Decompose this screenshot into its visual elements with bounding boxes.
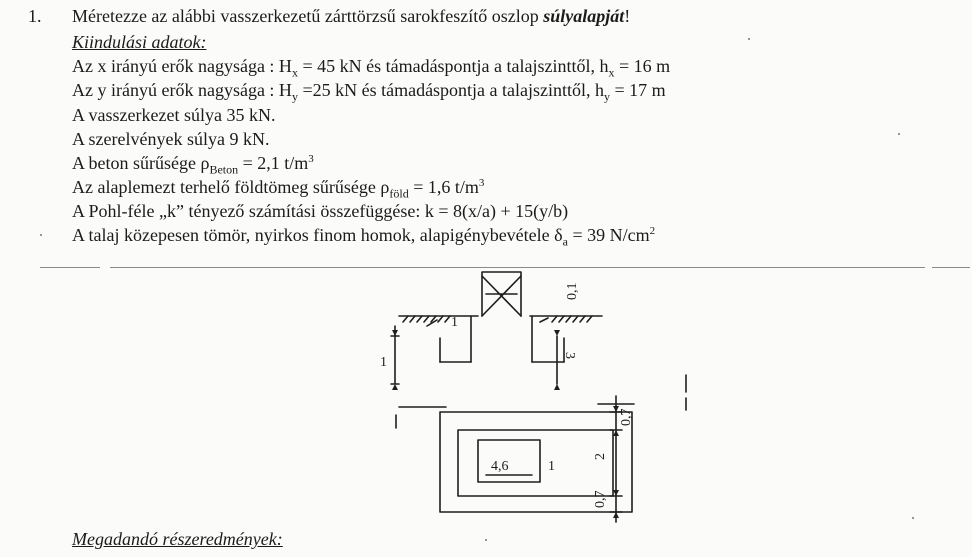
upper-block-sides [471, 316, 532, 362]
hx-text-a: Az x irányú erők nagysága : H [72, 56, 292, 76]
soil-sup: 3 [478, 177, 485, 189]
line-pohl-formula: A Pohl-féle „k” tényező számítási összefüggése: k = 8(x/a) + 15(y/b) [72, 201, 569, 221]
hx-sub: x [291, 65, 298, 80]
conc-sub: Beton [209, 162, 239, 177]
ground-sup: 2 [649, 225, 656, 237]
soil-sub: föld [389, 186, 409, 201]
line-steel-weight: A vasszerkezet súlya 35 kN. [72, 105, 276, 125]
dim-top-label: 0,1 [565, 282, 580, 300]
dim-2-label: 2 [593, 453, 608, 460]
hx-text-b: = 45 kN és támadáspontja a talajszinttől, h [297, 56, 609, 76]
ground-text-b: = 39 N/cm [567, 225, 650, 245]
soil-text-b: = 1,6 t/m [408, 177, 479, 197]
column-bracing [482, 276, 521, 316]
dim-3-label: 3 [562, 352, 577, 359]
footer-heading: Megadandó részeredmények: [72, 529, 283, 549]
task-title-emphasis: súlyalapját [543, 6, 625, 26]
input-heading: Kiindulási adatok: [72, 32, 207, 52]
task-title-prefix: Méretezze az alábbi vasszerkezetű zárttörzsű sarokfeszítő oszlop [72, 6, 544, 26]
dim-inner-label: 1 [548, 459, 555, 474]
soil-text-a: Az alaplemezt terhelő földtömeg sűrűsége ρ [72, 177, 390, 197]
hy-text-b: =25 kN és támadáspontja a talajszinttől, h [297, 80, 605, 100]
dim-width-label: 4,6 [491, 459, 509, 474]
hy-text-a: Az y irányú erők nagysága : H [72, 80, 292, 100]
hx-text-c: = 16 m [614, 56, 671, 76]
task-title-suffix: ! [624, 6, 631, 26]
ground-text-a: A talaj közepesen tömör, nyirkos finom homok, alapigénybevétele δ [72, 225, 563, 245]
dim-side-label: 1 [451, 315, 458, 330]
conc-text-b: = 2,1 t/m [238, 153, 309, 173]
upper-block-inner [440, 338, 564, 362]
hy-sub2: y [604, 89, 611, 104]
dim-07-top-label: 0,7 [619, 408, 634, 426]
dim-07-bottom-label: 0,7 [593, 490, 608, 508]
line-fittings-weight: A szerelvények súlya 9 kN. [72, 129, 270, 149]
conc-sup: 3 [308, 153, 314, 165]
ground-sub: a [562, 234, 568, 249]
soil-hatching-right [552, 316, 592, 322]
dim-arrows [392, 330, 619, 518]
task-number: 1. [28, 6, 42, 26]
hx-sub2: x [608, 65, 615, 80]
soil-hatching-left [403, 316, 450, 322]
dim-1-label: 1 [380, 355, 387, 370]
hy-sub: y [291, 89, 298, 104]
conc-text-a: A beton sűrűsége ρ [72, 153, 210, 173]
hy-text-c: = 17 m [610, 80, 666, 100]
